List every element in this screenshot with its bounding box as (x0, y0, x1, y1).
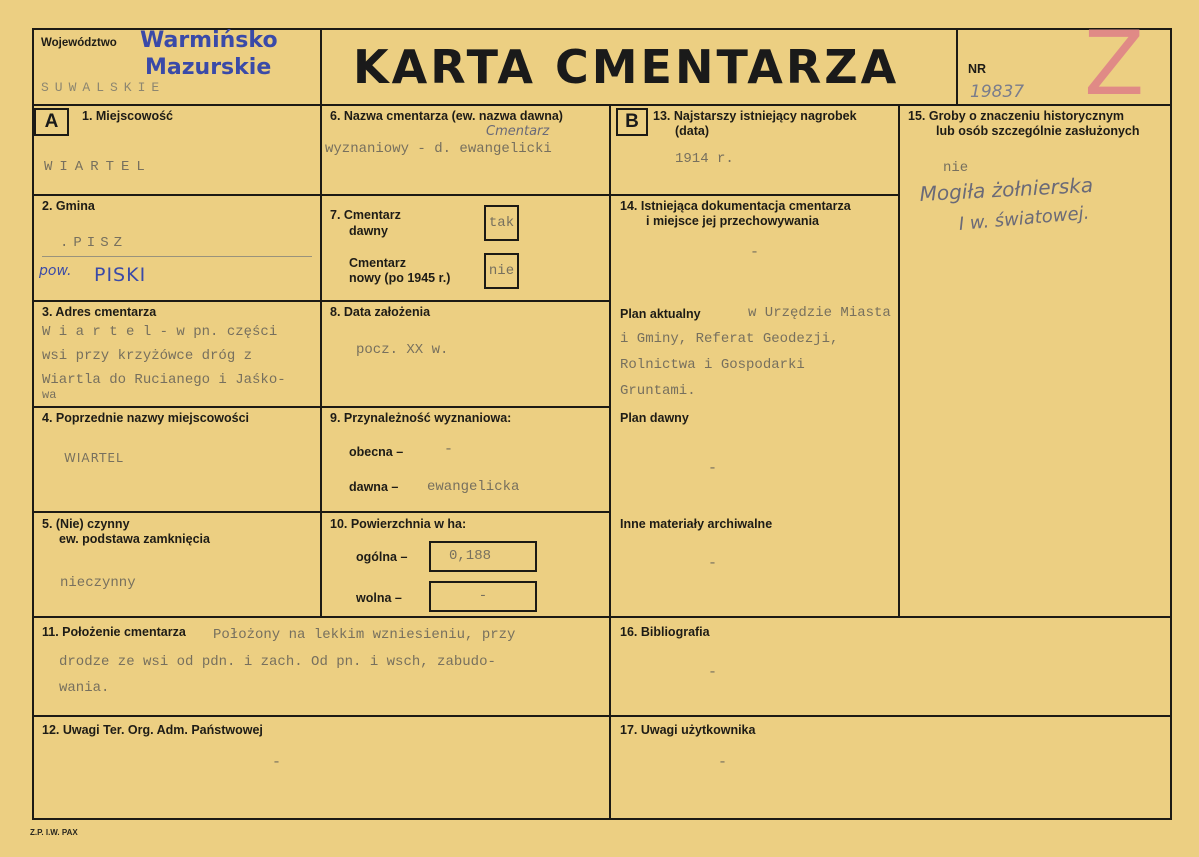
field-11-line-2: drodze ze wsi od pdn. i zach. Od pn. i wsch, zabudo- (59, 654, 496, 670)
field-7-new-box: nie (484, 253, 519, 289)
field-7-new-label: Cmentarz (349, 256, 406, 270)
field-15-value: nie (943, 160, 969, 176)
header-divider-2 (956, 28, 958, 106)
field-2-underline (42, 256, 312, 257)
plan-current-label: Plan aktualny (620, 307, 701, 321)
field-7-old-label: dawny (349, 224, 388, 238)
field-2-note: PISKI (94, 264, 147, 286)
field-9-label: 9. Przynależność wyznaniowa: (330, 411, 512, 425)
field-5-label-2: ew. podstawa zamknięcia (59, 532, 210, 546)
field-4-label: 4. Poprzednie nazwy miejscowości (42, 411, 250, 425)
field-13-value: 1914 r. (675, 151, 734, 167)
field-10-total-box: 0,188 (429, 541, 537, 572)
page-title: KARTA CMENTARZA (353, 40, 900, 94)
plan-old-label: Plan dawny (620, 411, 689, 425)
field-5-label-1: 5. (Nie) czynny (42, 517, 130, 531)
field-9-current-value: - (444, 441, 454, 458)
field-14-value: - (750, 244, 760, 261)
field-17-value: - (718, 754, 728, 771)
plan-current-line-2: i Gminy, Referat Geodezji, (620, 331, 839, 347)
mark-letter: Z (1084, 12, 1145, 115)
field-17-label: 17. Uwagi użytkownika (620, 723, 756, 737)
other-archival-label: Inne materiały archiwalne (620, 517, 773, 531)
field-9-former-value: ewangelicka (427, 479, 520, 495)
field-1-label: 1. Miejscowość (82, 109, 174, 123)
field-6-handwritten: Cmentarz (486, 124, 550, 139)
row-line-a4 (32, 511, 610, 513)
row-line-a1 (32, 194, 610, 196)
field-12-value: - (272, 754, 282, 771)
plan-current-line-3: Rolnictwa i Gospodarki (620, 357, 805, 373)
field-3-line-1: W i a r t e l - w pn. części (42, 324, 278, 340)
frame-right (1170, 28, 1172, 820)
field-10-total-label: ogólna – (356, 550, 408, 564)
field-7-new-label-2: nowy (po 1945 r.) (349, 271, 451, 285)
field-3-label: 3. Adres cmentarza (42, 305, 157, 319)
nr-label: NR (968, 62, 987, 76)
section-a-badge: A (34, 108, 69, 136)
field-3-line-3: Wiartla do Rucianego i Jaśko- (42, 372, 286, 388)
field-14-label-2: i miejsce jej przechowywania (646, 214, 819, 228)
field-16-value: - (708, 664, 718, 681)
field-12-label: 12. Uwagi Ter. Org. Adm. Państwowej (42, 723, 263, 737)
row-line-a2 (32, 300, 610, 302)
field-16-label: 16. Bibliografia (620, 625, 710, 639)
field-11-label: 11. Położenie cmentarza (42, 625, 186, 639)
field-6-value: wyznaniowy - d. ewangelicki (325, 141, 552, 157)
field-8-value: pocz. XX w. (356, 342, 449, 358)
field-3-line-4: wa (42, 388, 57, 402)
printer-imprint: Z.P. I.W. PAX (30, 828, 78, 837)
field-2-value: .PISZ (60, 235, 128, 251)
col-divider-2 (609, 104, 611, 820)
field-15-handwritten-1: Mogiła żołnierska (919, 172, 1094, 206)
nr-value: 19837 (970, 82, 1025, 102)
header-divider-1 (320, 28, 322, 106)
field-2-note-prefix: pow. (39, 263, 72, 279)
field-11-line-1: Położony na lekkim wzniesieniu, przy (213, 627, 516, 643)
field-2-label: 2. Gmina (42, 199, 95, 213)
field-14-label-1: 14. Istniejąca dokumentacja cmentarza (620, 199, 851, 213)
province-stamp-line1: Warmińsko (140, 28, 278, 53)
frame-bottom (32, 818, 1172, 820)
field-7-old-box: tak (484, 205, 519, 241)
section-b-badge: B (616, 108, 648, 136)
province-old: SUWALSKIE (41, 80, 166, 95)
col-divider-3 (898, 104, 900, 618)
col-divider-1 (320, 104, 322, 618)
row-line-a3 (32, 406, 610, 408)
field-7-label: 7. Cmentarz (330, 208, 401, 222)
frame-left (32, 28, 34, 820)
plan-current-line-4: Gruntami. (620, 383, 696, 399)
field-15-label-2: lub osób szczególnie zasłużonych (936, 124, 1140, 138)
field-15-handwritten-2: I w. światowej. (958, 202, 1091, 235)
field-3-line-2: wsi przy krzyżówce dróg z (42, 348, 253, 364)
form-grid (32, 12, 1172, 820)
field-5-value: nieczynny (60, 575, 136, 591)
other-archival-value: - (708, 555, 718, 572)
field-13-label-2: (data) (675, 124, 710, 138)
field-10-free-box: - (429, 581, 537, 612)
plan-old-value: - (708, 460, 718, 477)
field-8-label: 8. Data założenia (330, 305, 431, 319)
field-11-line-3: wania. (59, 680, 110, 696)
field-15-label-1: 15. Groby o znaczeniu historycznym (908, 109, 1125, 123)
field-10-label: 10. Powierzchnia w ha: (330, 517, 467, 531)
plan-current-line-1: w Urzędzie Miasta (748, 305, 891, 321)
row-line-bottom-2 (32, 715, 1172, 717)
field-6-label: 6. Nazwa cmentarza (ew. nazwa dawna) (330, 109, 563, 123)
row-line-bottom-1 (32, 616, 1172, 618)
field-1-value: WIARTEL (44, 159, 152, 175)
field-4-value: WIARTEL (64, 451, 124, 465)
row-line-b1 (609, 194, 899, 196)
province-stamp-line2: Mazurskie (145, 55, 272, 80)
field-9-former-label: dawna – (349, 480, 399, 494)
field-10-free-label: wolna – (356, 591, 402, 605)
header-bottom (32, 104, 1172, 106)
province-label: Województwo (41, 37, 117, 49)
field-13-label-1: 13. Najstarszy istniejący nagrobek (653, 109, 857, 123)
field-9-current-label: obecna – (349, 445, 404, 459)
